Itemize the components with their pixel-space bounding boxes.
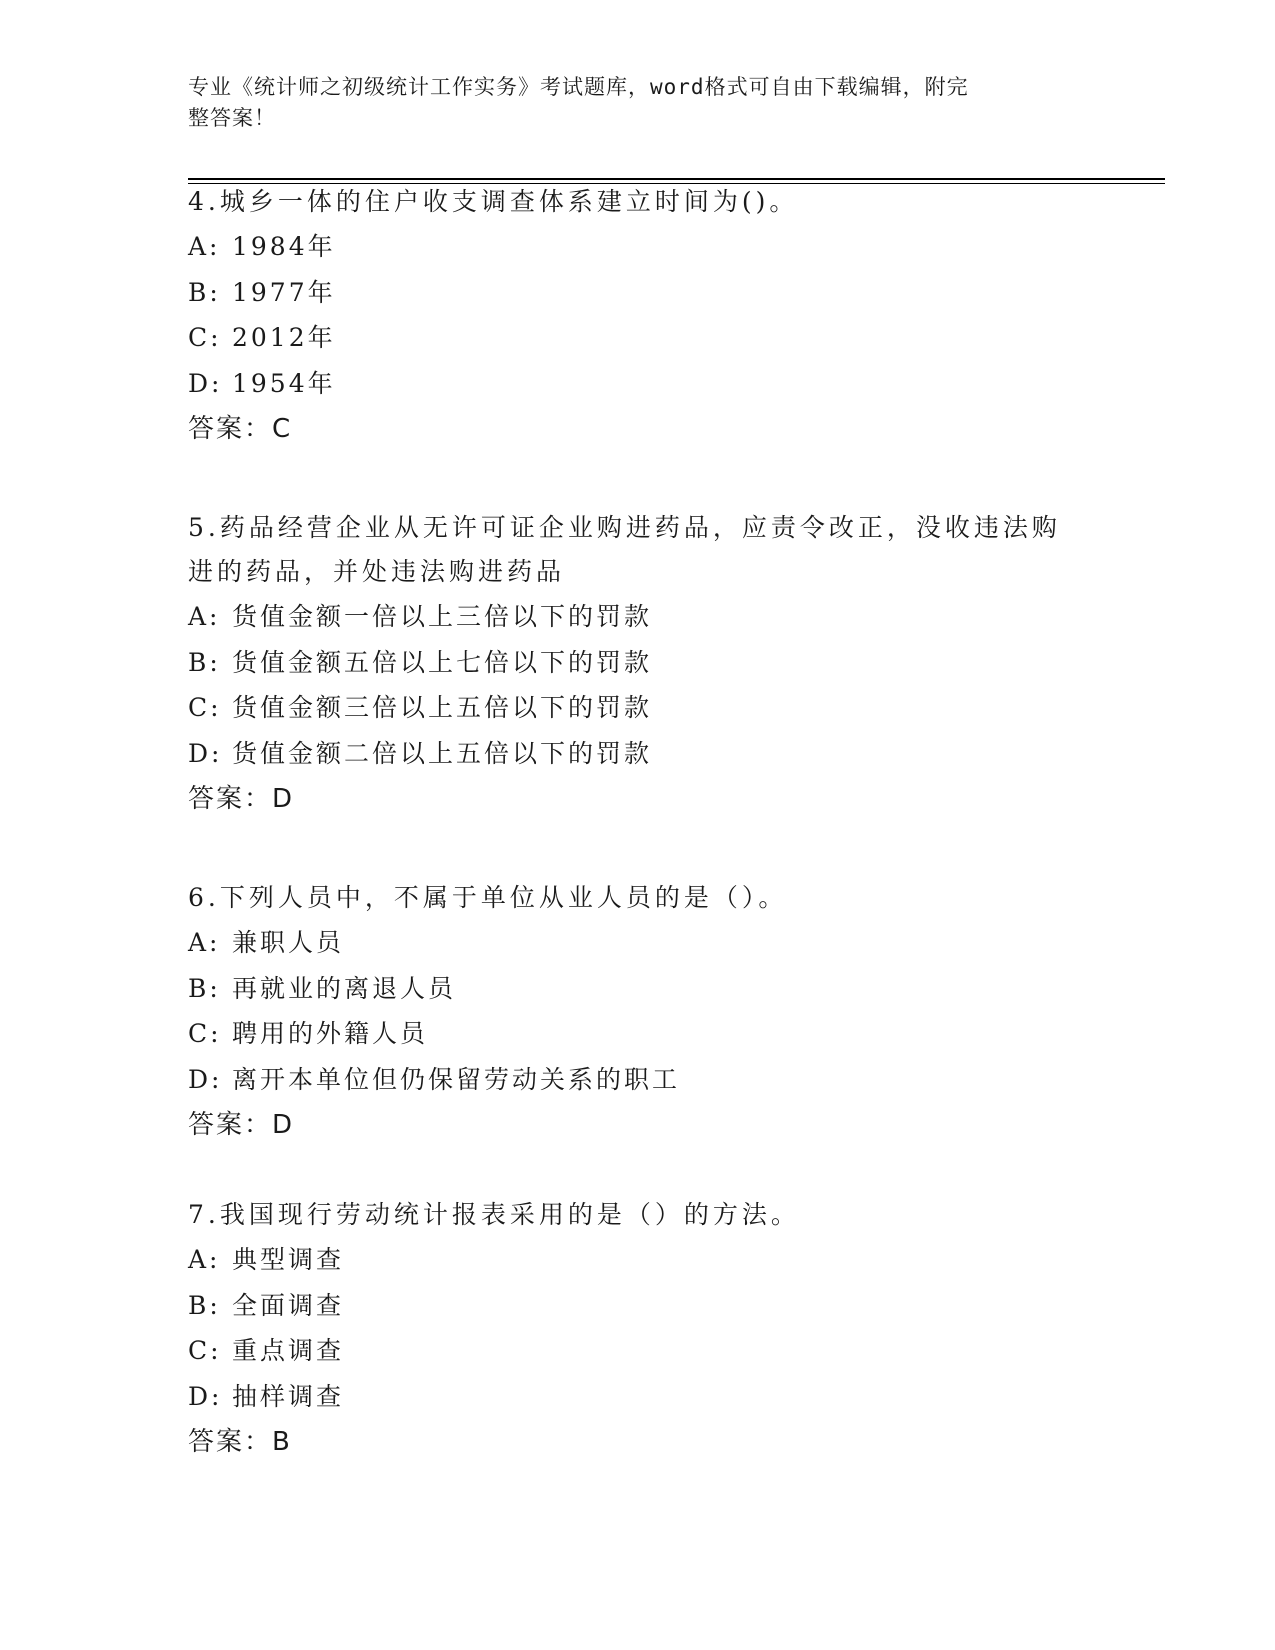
option-text: 1954年: [232, 368, 336, 398]
option-text: 1984年: [232, 232, 336, 261]
option-key: C:: [188, 1336, 222, 1365]
option-text: 货值金额二倍以上五倍以下的罚款: [232, 738, 653, 768]
answer-label: 答案：C: [188, 414, 293, 444]
option-text: 2012年: [232, 323, 336, 352]
option-d: [188, 1374, 1088, 1420]
option-key: D:: [188, 1381, 223, 1411]
option-key: C:: [188, 323, 222, 352]
header-line-2: 整答案！: [188, 106, 276, 130]
option-key: A:: [188, 928, 221, 957]
option-c: [188, 315, 1088, 361]
answer-label: 答案：B: [188, 1427, 292, 1457]
option-b: [188, 640, 1088, 686]
option-b: [188, 270, 1088, 316]
option-text: 货值金额五倍以上七倍以下的罚款: [232, 647, 653, 677]
option-text: 典型调查: [232, 1245, 345, 1274]
option-b: [188, 966, 1088, 1012]
option-d: [188, 361, 1088, 407]
option-d: [188, 731, 1088, 777]
option-text: 全面调查: [232, 1290, 345, 1320]
option-key: B:: [188, 973, 221, 1003]
option-text: 重点调查: [232, 1336, 345, 1365]
question-4: [188, 180, 1088, 452]
answer-label: 答案：D: [188, 1110, 295, 1140]
option-text: 聘用的外籍人员: [232, 1019, 429, 1048]
question-5: [188, 506, 1088, 822]
option-text: 货值金额三倍以上五倍以下的罚款: [232, 693, 653, 722]
option-a: [188, 920, 1088, 966]
option-key: C:: [188, 693, 222, 722]
question-stem-line-1: 5.药品经营企业从无许可证企业购进药品，应责令改正，没收违法购: [188, 513, 1061, 542]
option-text: 抽样调查: [232, 1381, 345, 1411]
option-text: 1977年: [232, 277, 336, 307]
option-key: A:: [188, 602, 221, 631]
question-stem: 4.城乡一体的住户收支调查体系建立时间为()。: [188, 187, 799, 216]
question-stem: 7.我国现行劳动统计报表采用的是（）的方法。: [188, 1200, 800, 1229]
option-key: A:: [188, 232, 221, 261]
answer-label: 答案：D: [188, 784, 295, 814]
option-c: [188, 1011, 1088, 1057]
option-key: B:: [188, 277, 221, 307]
option-key: D:: [188, 1064, 223, 1094]
option-a: [188, 594, 1088, 640]
option-c: [188, 685, 1088, 731]
option-c: [188, 1328, 1088, 1374]
question-6: [188, 876, 1088, 1148]
question-stem-line-2: 进的药品，并处违法购进药品: [188, 557, 566, 586]
option-key: B:: [188, 1290, 221, 1320]
option-b: [188, 1283, 1088, 1329]
header-line-1: 专业《统计师之初级统计工作实务》考试题库，word格式可自由下载编辑，附完: [188, 75, 969, 99]
question-stem: 6.下列人员中，不属于单位从业人员的是（）。: [188, 883, 788, 912]
option-text: 离开本单位但仍保留劳动关系的职工: [232, 1064, 681, 1094]
option-key: C:: [188, 1019, 222, 1048]
option-key: D:: [188, 738, 223, 768]
option-text: 兼职人员: [232, 928, 345, 957]
option-key: A:: [188, 1245, 221, 1274]
option-a: [188, 224, 1088, 270]
option-a: [188, 1237, 1088, 1283]
option-text: 再就业的离退人员: [232, 973, 457, 1003]
option-d: [188, 1057, 1088, 1103]
option-key: D:: [188, 368, 223, 398]
question-7: [188, 1193, 1088, 1465]
document-header: [188, 72, 1068, 134]
option-text: 货值金额一倍以上三倍以下的罚款: [232, 602, 653, 631]
option-key: B:: [188, 647, 221, 677]
